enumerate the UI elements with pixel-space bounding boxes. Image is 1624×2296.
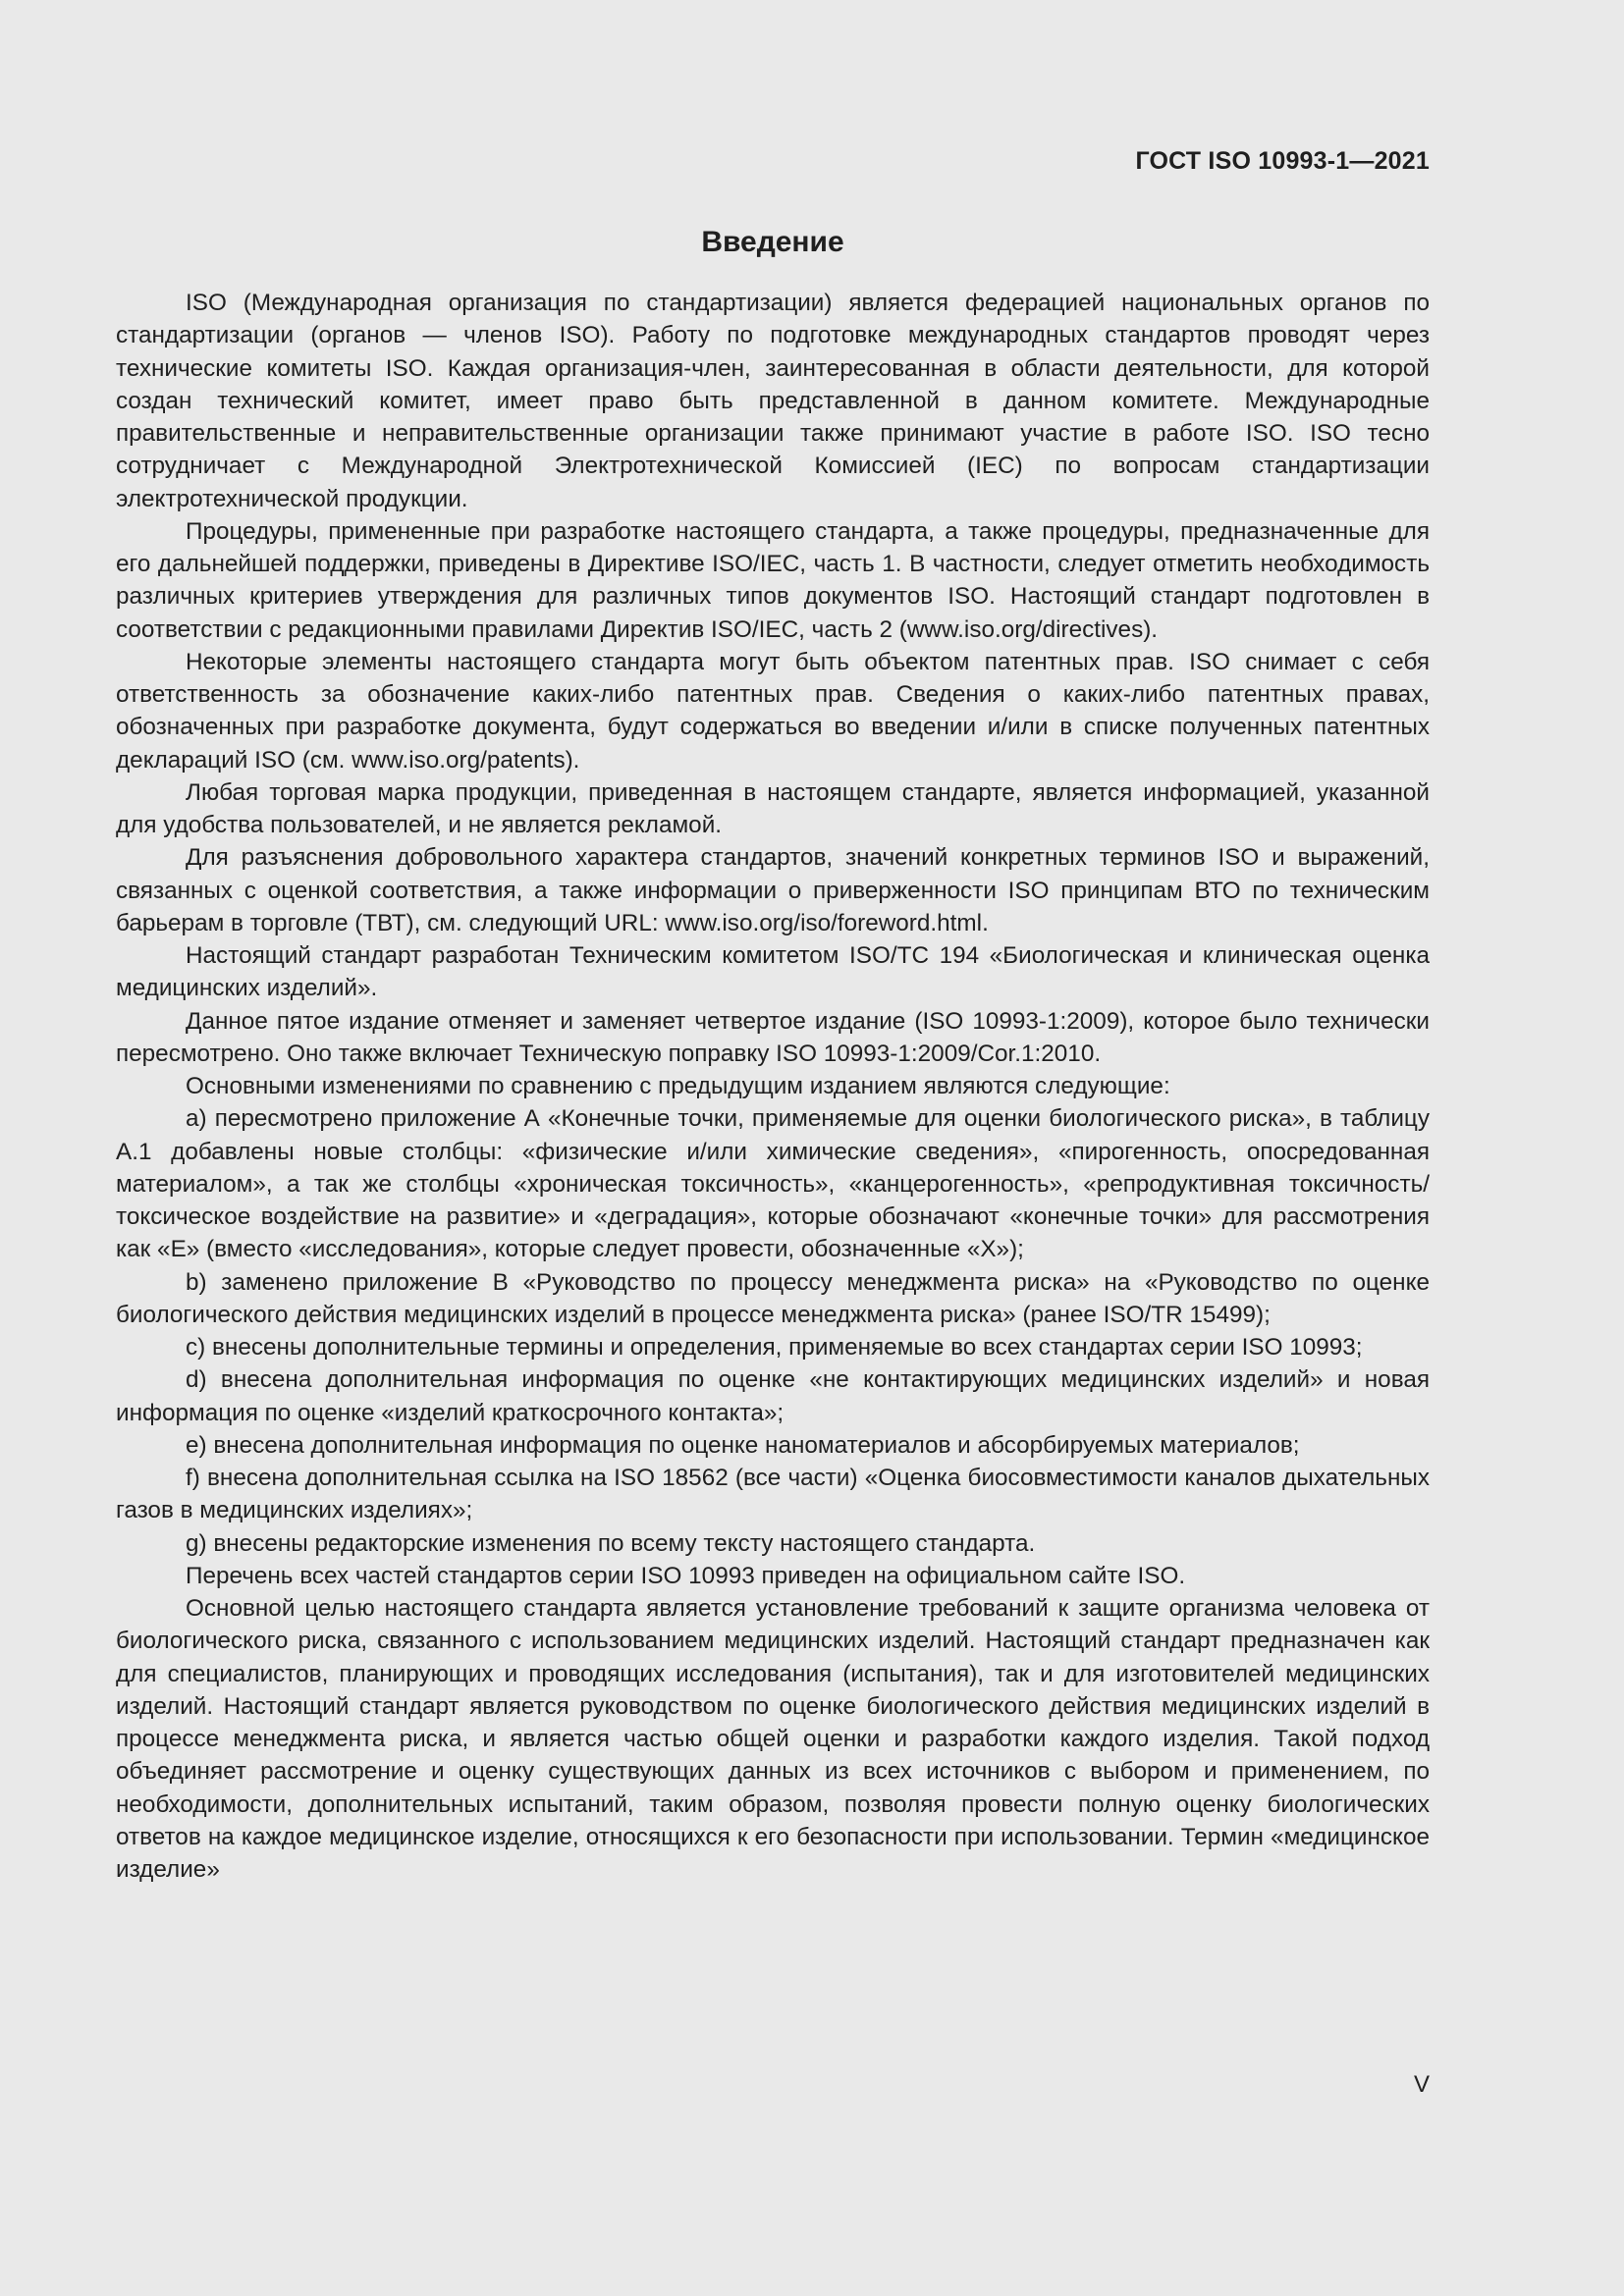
paragraph: Настоящий стандарт разработан Техническим комитетом ISO/TC 194 «Биологическая и клиническая оценка медицинских изделий». [116,942,1430,1002]
list-item-f: f) внесена дополнительная ссылка на ISO 18562 (все части) «Оценка биосовместимости каналов дыхательных газов в медицинских изделиях»; [116,1465,1430,1524]
list-item-e: e) внесена дополнительная информация по оценке наноматериалов и абсорбируемых материалов; [186,1431,1300,1459]
list-item-g: g) внесены редакторские изменения по всему тексту настоящего стандарта. [186,1529,1036,1557]
paragraph: Данное пятое издание отменяет и заменяет четвертое издание (ISO 10993-1:2009), которое было технически пересмотрено. Оно также включает Техническую поправку ISO 10993-1:2009/Cor.1:2010. [116,1007,1430,1067]
paragraph: ISO (Международная организация по стандартизации) является федерацией национальных органов по стандартизации (органов — членов ISO). Работу по подготовке международных стандартов проводят через технические комитеты ISO. Каждая организация-член, заинтересованная в области деятельности, для которой создан технический комитет, имеет право быть представленной в данном комитете. Международные правительственные и неправительственные организации также принимают участие в работе ISO. ISO тесно сотрудничает с Международной Электротехнической Комиссией (IEC) по вопросам стандартизации электротехнической продукции. [116,290,1430,512]
list-item-c: c) внесены дополнительные термины и определения, применяемые во всех стандартах серии ISO 10993; [186,1334,1363,1361]
body-text [116,287,1430,1886]
list-item-d: d) внесена дополнительная информация по оценке «не контактирующих медицинских изделий» и новая информация по оценке «изделий краткосрочного контакта»; [116,1366,1430,1426]
page-number: V [1413,2071,1430,2098]
paragraph: Некоторые элементы настоящего стандарта могут быть объектом патентных прав. ISO снимает с себя ответственность за обозначение каких-либо патентных прав. Сведения о каких-либо патентных правах, обозначенных при разработке документа, будут содержаться во введении и/или в списке полученных патентных деклараций ISO (см. www.iso.org/patents). [116,648,1430,774]
list-item-a: a) пересмотрено приложение А «Конечные точки, применяемые для оценки биологического риска», в таблицу А.1 добавлены новые столбцы: «физические и/или химические сведения», «пирогенность, опосредованная материалом», а так же столбцы «хроническая токсичность», «канцерогенность», «репродуктивная токсичность/токсическое воздействие на развитие» и «деградация», которые обозначают «конечные точки» для рассмотрения как «Е» (вместо «исследования», которые следует провести, обозначенные «X»); [116,1105,1430,1263]
paragraph: Основными изменениями по сравнению с предыдущим изданием являются следующие: [186,1073,1170,1099]
paragraph: Процедуры, примененные при разработке настоящего стандарта, а также процедуры, предназначенные для его дальнейшей поддержки, приведены в Директиве ISO/IEC, часть 1. В частности, следует отметить необходимость различных критериев утверждения для различных типов документов ISO. Настоящий стандарт подготовлен в соответствии с редакционными правилами Директив ISO/IEC, часть 2 (www.iso.org/directives). [116,517,1430,643]
paragraph: Перечень всех частей стандартов серии ISO 10993 приведен на официальном сайте ISO. [186,1562,1186,1589]
list-item-b: b) заменено приложение В «Руководство по процессу менеджмента риска» на «Руководство по оценке биологического действия медицинских изделий в процессе менеджмента риска» (ранее ISO/TR 15499); [116,1268,1430,1328]
section-title: Введение [701,226,844,258]
document-header: ГОСТ ISO 10993-1—2021 [1135,147,1430,175]
paragraph: Основной целью настоящего стандарта является установление требований к защите организма человека от биологического риска, связанного с использованием медицинских изделий. Настоящий стандарт предназначен как для специалистов, планирующих и проводящих исследования (испытания), так и для изготовителей медицинских изделий. Настоящий стандарт является руководством по оценке биологического действия медицинских изделий в процессе менеджмента риска, и является частью общей оценки и разработки каждого изделия. Такой подход объединяет рассмотрение и оценку существующих данных из всех источников с выбором и применением, по необходимости, дополнительных испытаний, таким образом, позволяя провести полную оценку биологических ответов на каждое медицинское изделие, относящихся к его безопасности при использовании. Термин «медицинское изделие» [116,1595,1430,1883]
paragraph: Для разъяснения добровольного характера стандартов, значений конкретных терминов ISO и выражений, связанных с оценкой соответствия, а также информации о приверженности ISO принципам ВТО по техническим барьерам в торговле (ТВТ), см. следующий URL: www.iso.org/iso/foreword.html. [116,844,1430,936]
paragraph: Любая торговая марка продукции, приведенная в настоящем стандарте, является информацией, указанной для удобства пользователей, и не является рекламой. [116,778,1430,838]
